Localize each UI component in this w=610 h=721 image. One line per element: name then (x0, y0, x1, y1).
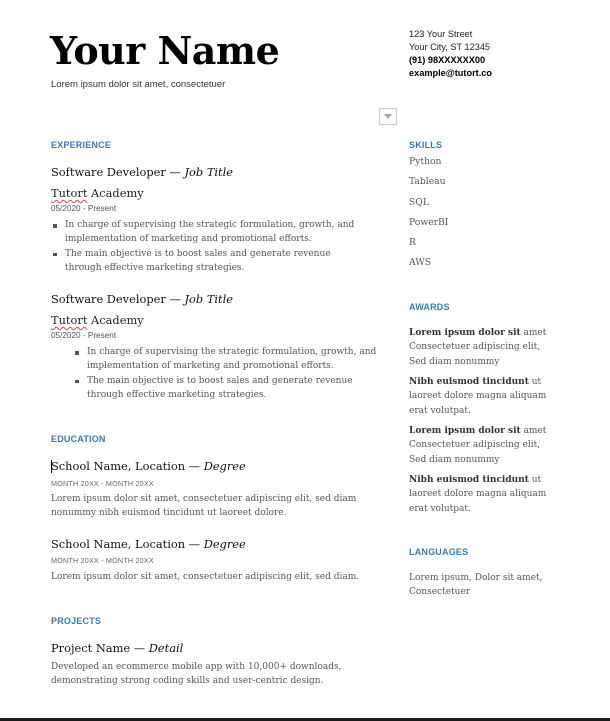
school-degree: Degree (203, 537, 246, 551)
award-item[interactable] (409, 424, 559, 467)
job-title-italic: Job Title (184, 165, 234, 179)
skills-heading[interactable]: SKILLS (409, 140, 443, 150)
candidate-name[interactable]: Your Name (50, 28, 280, 73)
job-bullet-list (73, 345, 383, 402)
school-description[interactable]: Lorem ipsum dolor sit amet, consectetuer adipiscing elit, sed diam nonummy nibh euismod tincidunt ut laoreet dolore. (51, 494, 357, 519)
languages-text[interactable]: Lorem ipsum, Dolor sit amet, Consectetuer (409, 573, 543, 598)
job-title-line[interactable] (51, 292, 233, 306)
education-heading[interactable]: EDUCATION (51, 434, 106, 444)
job-role: Software Developer (51, 165, 166, 179)
awards-heading[interactable]: AWARDS (409, 302, 450, 312)
project-line[interactable] (51, 641, 183, 655)
skill-item[interactable]: AWS (409, 257, 431, 269)
contact-phone[interactable]: (91) 98XXXXXX00 (409, 55, 486, 65)
projects-heading[interactable]: PROJECTS (51, 616, 102, 626)
skill-item[interactable]: R (409, 237, 416, 249)
company-suffix: Academy (87, 313, 144, 327)
award-text: ut laoreet dolore magna aliquam erat volutpat. (409, 377, 547, 416)
experience-heading[interactable]: EXPERIENCE (51, 140, 112, 150)
list-item[interactable]: In charge of supervising the strategic formulation, growth, and implementation of marketing and promotional efforts. (51, 218, 361, 247)
chevron-down-icon[interactable] (379, 108, 397, 125)
job-role: Software Developer (51, 292, 166, 306)
school-line[interactable] (51, 459, 246, 473)
award-bold: Nibh euismod tincidunt (409, 475, 529, 485)
company-suffix: Academy (87, 186, 144, 200)
skills-list (409, 155, 448, 277)
school-name: School Name, (51, 537, 132, 551)
award-item[interactable] (409, 473, 559, 516)
contact-email[interactable]: example@tutort.co (409, 68, 492, 78)
school-name: School Name, (51, 459, 132, 473)
company-line[interactable] (51, 313, 144, 327)
school-dates[interactable]: MONTH 20XX - MONTH 20XX (51, 479, 154, 488)
job-bullet-list (51, 218, 361, 275)
job-dates[interactable]: 05/2020 - Present (51, 204, 117, 213)
list-item[interactable]: The main objective is to boost sales and generate revenue through effective marketing strategies. (73, 374, 383, 403)
list-item[interactable]: In charge of supervising the strategic formulation, growth, and implementation of marketing and promotional efforts. (73, 345, 383, 374)
list-item[interactable]: The main objective is to boost sales and generate revenue through effective marketing strategies. (51, 247, 361, 276)
tagline[interactable]: Lorem ipsum dolor sit amet, consectetuer (51, 79, 226, 90)
school-line[interactable] (51, 537, 246, 551)
company-line[interactable] (51, 186, 144, 200)
job-separator: — (165, 165, 185, 179)
skill-item[interactable]: Python (409, 156, 442, 167)
contact-street[interactable]: 123 Your Street (409, 29, 473, 39)
skill-item[interactable]: Tableau (409, 176, 446, 188)
job-title-line[interactable] (51, 165, 233, 179)
job-dates[interactable]: 05/2020 - Present (51, 331, 117, 340)
award-bold: Lorem ipsum dolor sit (409, 328, 521, 338)
school-dates[interactable]: MONTH 20XX - MONTH 20XX (51, 556, 154, 565)
job-separator: — (165, 292, 185, 306)
contact-city[interactable]: Your City, ST 12345 (409, 42, 491, 52)
skill-item[interactable]: SQL (409, 196, 429, 208)
school-location: Location — (131, 537, 204, 551)
company-name-misspelled: Tutort (51, 313, 88, 327)
award-bold: Nibh euismod tincidunt (409, 377, 529, 387)
company-name-misspelled: Tutort (51, 186, 88, 200)
award-text: ut laoreet dolore magna aliquam erat volutpat. (409, 475, 547, 514)
award-item[interactable] (409, 326, 559, 369)
job-title-italic: Job Title (184, 292, 234, 306)
contact-block (409, 28, 492, 80)
school-degree: Degree (203, 459, 246, 473)
school-description[interactable]: Lorem ipsum dolor sit amet, consectetuer adipiscing elit, sed diam. (51, 572, 360, 582)
project-name: Project Name (51, 641, 131, 655)
project-detail: Detail (148, 641, 184, 655)
project-separator: — (130, 641, 149, 655)
award-text: amet Consectetuer adipiscing elit, Sed diam nonummy (409, 426, 547, 465)
award-item[interactable] (409, 375, 559, 418)
award-text: amet Consectetuer adipiscing elit, Sed diam nonummy (409, 328, 547, 367)
skill-item[interactable]: PowerBI (409, 216, 449, 228)
project-description[interactable]: Developed an ecommerce mobile app with 10,000+ downloads, demonstrating strong coding skills and user-centric design. (51, 662, 342, 687)
school-location: Location — (131, 459, 204, 473)
languages-heading[interactable]: LANGUAGES (409, 547, 469, 557)
award-bold: Lorem ipsum dolor sit (409, 426, 521, 436)
